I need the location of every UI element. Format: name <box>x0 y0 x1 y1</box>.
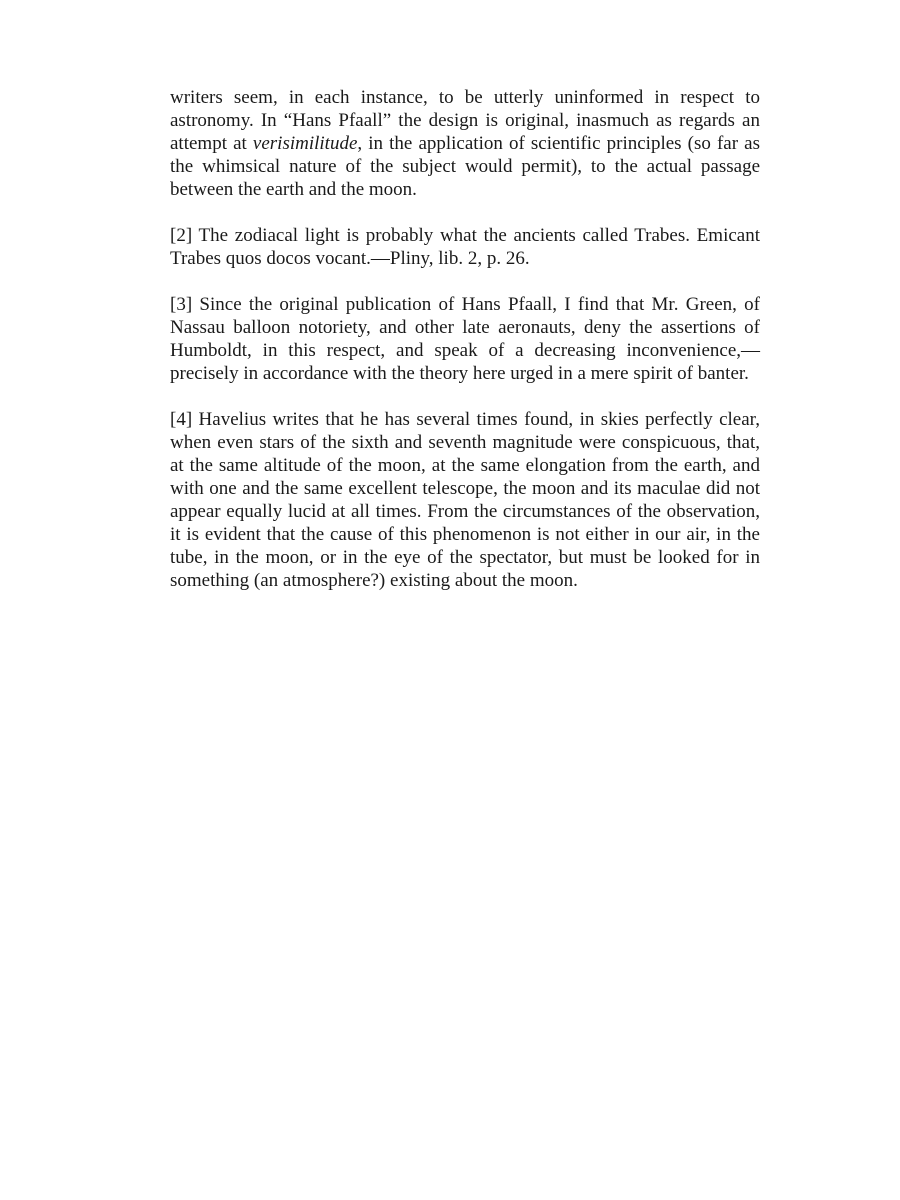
footnote-3: [3] Since the original publication of Hans Pfaall, I find that Mr. Green, of Nassau balloon notoriety, and other late aeronauts, deny the assertions of Humboldt, in this respect, and speak of a decreasing inconvenience,—precisely in accordance with the theory here urged in a mere spirit of banter. <box>170 294 760 384</box>
document-page <box>170 86 760 615</box>
footnote-2: [2] The zodiacal light is probably what the ancients called Trabes. Emicant Trabes quos docos vocant.—Pliny, lib. 2, p. 26. <box>170 225 760 269</box>
footnote-1-continuation <box>170 86 760 201</box>
footnote-1-text-start: writers seem, in each instance, to be utterly uninformed in respect to astronomy. In “Hans Pfaall” the design is original, inasmuch as regards an attempt at <box>170 87 760 154</box>
footnote-1-text-end: , in the application of scientific principles (so far as the whimsical nature of the subject would permit), to the actual passage between the earth and the moon. <box>170 133 760 200</box>
footnote-4: [4] Havelius writes that he has several times found, in skies perfectly clear, when even stars of the sixth and seventh magnitude were conspicuous, that, at the same altitude of the moon, at the same elongation from the earth, and with one and the same excellent telescope, the moon and its maculae did not appear equally lucid at all times. From the circumstances of the observation, it is evident that the cause of this phenomenon is not either in our air, in the tube, in the moon, or in the eye of the spectator, but must be looked for in something (an atmosphere?) existing about the moon. <box>170 409 760 591</box>
footnote-1-italic-term: verisimilitude <box>252 133 358 154</box>
